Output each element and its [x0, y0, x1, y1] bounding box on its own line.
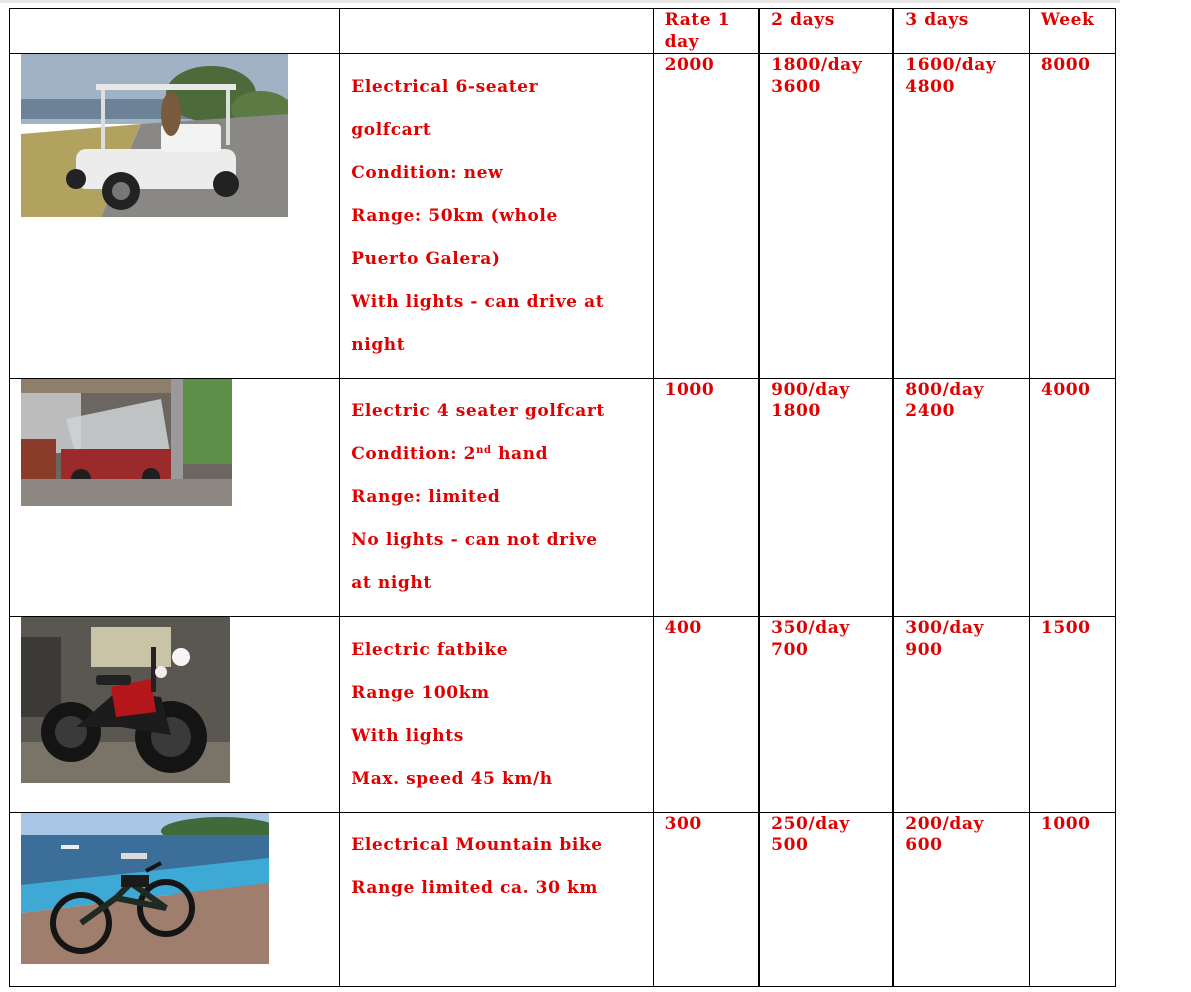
rate-3-days-cell — [893, 54, 1029, 379]
description-line: With lights - can drive at — [351, 291, 605, 312]
rate-week-value: 8000 — [1040, 55, 1091, 75]
description-line: Electrical 6-seater — [351, 76, 539, 97]
rate-3-days-cell — [893, 617, 1029, 813]
rental-rates-table — [9, 8, 1116, 987]
rate-3-days-value: 300/day 900 — [905, 618, 984, 660]
description — [340, 813, 652, 922]
description-cell — [340, 812, 653, 986]
description-line: Electric 4 seater golfcart — [351, 401, 605, 421]
header-week — [1029, 9, 1115, 54]
rate-week-cell — [1029, 812, 1115, 986]
rate-3-days-cell — [893, 812, 1029, 986]
header-2-days-label: 2 days — [771, 10, 835, 30]
rate-2-days-value: 250/day 500 — [771, 813, 850, 855]
rate-3-days-cell — [893, 378, 1029, 617]
description — [340, 617, 652, 812]
header-week-label: Week — [1040, 10, 1095, 30]
table-row — [10, 617, 1116, 813]
description-line: Max. speed 45 km/h — [351, 768, 553, 789]
rate-2-days-cell — [759, 378, 893, 617]
table-row — [10, 812, 1116, 986]
rate-1-day-cell — [653, 378, 759, 617]
header-photo-cell — [10, 9, 340, 54]
description-text: Condition: 2 — [351, 444, 477, 464]
fatbike-photo — [21, 617, 230, 783]
rate-week-cell — [1029, 617, 1115, 813]
description — [340, 379, 652, 617]
table-row — [10, 378, 1116, 617]
description-line: at night — [351, 573, 432, 593]
top-border-line — [0, 0, 1120, 3]
description-cell — [340, 378, 653, 617]
golfcart-6-seater-photo — [21, 54, 288, 217]
photo-cell — [10, 812, 340, 986]
header-3-days — [893, 9, 1029, 54]
header-rate-1-day-label: Rate 1 day — [664, 10, 731, 52]
description — [340, 54, 652, 378]
golfcart-4-seater-photo — [21, 379, 232, 506]
description-line: Condition: new — [351, 162, 504, 183]
photo-cell — [10, 54, 340, 379]
rate-3-days-value: 1600/day 4800 — [905, 55, 997, 97]
description-line: Electric fatbike — [351, 639, 509, 660]
description-text: hand — [491, 444, 549, 464]
header-2-days — [759, 9, 893, 54]
photo-cell — [10, 378, 340, 617]
mountain-bike-photo — [21, 813, 269, 964]
rate-3-days-value: 800/day 2400 — [905, 379, 984, 421]
description-line: Range: limited — [351, 487, 501, 507]
rate-1-day-value: 300 — [664, 813, 702, 834]
header-rate-1-day — [653, 9, 759, 54]
rate-1-day-cell — [653, 54, 759, 379]
rate-2-days-cell — [759, 812, 893, 986]
rate-1-day-value: 1000 — [664, 379, 715, 400]
description-line: golfcart — [351, 119, 432, 140]
rate-2-days-cell — [759, 54, 893, 379]
description-line: Range 100km — [351, 682, 490, 703]
header-photo-label — [10, 9, 339, 10]
description-line — [351, 444, 652, 466]
photo-cell — [10, 617, 340, 813]
rate-1-day-cell — [653, 812, 759, 986]
description-line: With lights — [351, 725, 464, 746]
rate-1-day-value: 2000 — [664, 55, 715, 75]
description-cell — [340, 617, 653, 813]
rate-1-day-cell — [653, 617, 759, 813]
description-line: Puerto Galera) — [351, 248, 501, 269]
rate-3-days-value: 200/day 600 — [905, 813, 984, 855]
description-line: Electrical Mountain bike — [351, 835, 603, 855]
rate-week-cell — [1029, 54, 1115, 379]
header-desc-label — [340, 9, 652, 10]
rate-2-days-value: 1800/day 3600 — [771, 55, 863, 97]
table-row — [10, 54, 1116, 379]
rate-2-days-cell — [759, 617, 893, 813]
description-cell — [340, 54, 653, 379]
header-3-days-label: 3 days — [905, 10, 969, 30]
rate-week-value: 1000 — [1040, 813, 1091, 834]
description-line: No lights - can not drive — [351, 530, 598, 550]
description-line: night — [351, 334, 406, 355]
header-row — [10, 9, 1116, 54]
rate-2-days-value: 900/day 1800 — [771, 379, 850, 421]
ordinal-superscript: nd — [476, 445, 492, 456]
rate-week-cell — [1029, 378, 1115, 617]
description-line: Range: 50km (whole — [351, 205, 558, 226]
rate-week-value: 4000 — [1040, 379, 1091, 400]
description-line: Range limited ca. 30 km — [351, 878, 598, 898]
rate-week-value: 1500 — [1040, 618, 1091, 638]
header-desc-cell — [340, 9, 653, 54]
rate-1-day-value: 400 — [664, 618, 702, 638]
rate-2-days-value: 350/day 700 — [771, 618, 850, 660]
